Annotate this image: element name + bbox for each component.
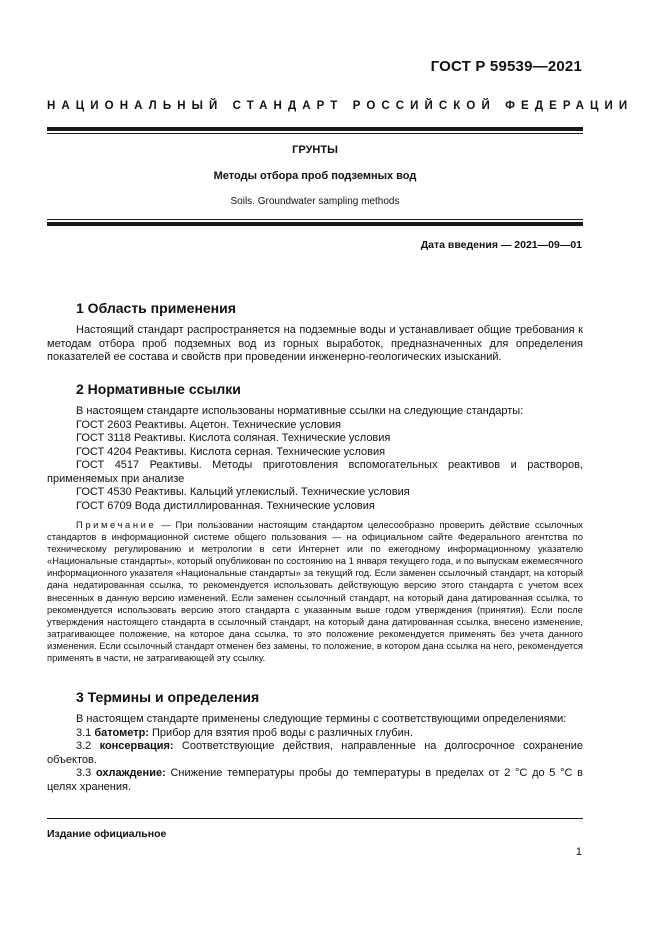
bottom-thin-rule — [47, 219, 583, 220]
term-number: 3.1 — [76, 726, 95, 739]
reference-item: ГОСТ 4204 Реактивы. Кислота серная. Технические условия — [76, 445, 386, 458]
note-text: — При пользовании настоящим стандартом целесообразно проверить действие ссылочных стандартов в информационной системе общего пользования — на официальном сайте Федерального агентства по техническому регулированию и метрологии в сети Интернет или по ежегодному информационному указателю «Национальные стандарты», который опубликован по состоянию на 1 января текущего года, и по выпускам ежемесячного информационного указателя «Национальные стандарты» за текущий год. Если заменен ссылочный стандарт, на который дана недатированная ссылка, то рекомендуется использовать действующую версию этого стандарта с учетом всех внесенных в данную версию изменений. Если заменен ссылочный стандарт, на который дана датированная ссылка, то рекомендуется использовать версию этого стандарта с указанным выше годом утверждения (принятия). Если после утверждения настоящего стандарта в ссылочный стандарт, на который дана датированная ссылка, внесено изменение, затрагивающее положение, на которое дана ссылка, то это положение рекомендуется применять без учета данного изменения. Если ссылочный стандарт отменен без замены, то положение, в котором дана ссылка на него, рекомендуется применять в части, не затрагивающей эту ссылку. — [47, 519, 583, 664]
reference-item: ГОСТ 6709 Вода дистиллированная. Технические условия — [76, 499, 375, 512]
term-text: Соответствующие действия, направленные на долгосрочное сохранение объектов. — [47, 740, 583, 766]
edition-label: Издание официальное — [47, 828, 167, 840]
bottom-thick-rule — [47, 222, 583, 226]
note-label: Примечание — [76, 519, 157, 530]
title-main: ГРУНТЫ — [292, 144, 338, 156]
section-2-intro: В настоящем стандарте использованы нормативные ссылки на следующие стандарты: — [76, 405, 524, 417]
section-3-intro: В настоящем стандарте применены следующие термины с соответствующими определениями: — [76, 713, 567, 725]
term-number: 3.2 — [76, 740, 100, 752]
section-3-body — [47, 713, 583, 794]
term-definition — [47, 767, 583, 794]
footer-rule — [47, 818, 583, 819]
title-subtitle: Методы отбора проб подземных вод — [213, 170, 417, 182]
term-text: Прибор для взятия проб воды с различных глубин. — [148, 726, 413, 739]
section-3-heading: 3 Термины и определения — [76, 689, 260, 705]
term-name: консервация: — [99, 740, 174, 752]
national-standard-heading: НАЦИОНАЛЬНЫЙ СТАНДАРТ РОССИЙСКОЙ ФЕДЕРАЦИИ — [47, 100, 634, 112]
reference-item: ГОСТ 3118 Реактивы. Кислота соляная. Технические условия — [76, 432, 391, 444]
date-of-introduction: Дата введения — 2021—09—01 — [420, 239, 582, 251]
term-name: батометр: — [94, 726, 149, 739]
section-2-heading: 2 Нормативные ссылки — [76, 381, 241, 397]
section-1-body — [47, 324, 583, 365]
section-2-note — [47, 519, 583, 664]
page-number: 1 — [575, 846, 582, 858]
reference-item: ГОСТ 2603 Реактивы. Ацетон. Технические условия — [76, 418, 341, 431]
term-definition — [47, 740, 583, 767]
reference-item: ГОСТ 4517 Реактивы. Методы приготовления вспомогательных реактивов и растворов, применяемых при анализе — [47, 459, 583, 485]
section-2-body — [47, 405, 583, 513]
term-name: охлаждение: — [95, 767, 166, 779]
term-number: 3.3 — [76, 767, 96, 779]
title-english: Soils. Groundwater sampling methods — [230, 196, 400, 207]
term-definition — [47, 727, 583, 741]
reference-item: ГОСТ 4530 Реактивы. Кальций углекислый. Технические условия — [76, 486, 410, 498]
top-thin-rule — [47, 133, 583, 134]
gost-number: ГОСТ Р 59539—2021 — [430, 58, 582, 75]
section-1-paragraph: Настоящий стандарт распространяется на подземные воды и устанавливает общие требования к методам отбора проб подземных вод из горных выработок, предназначенных для определения показателей ее состава и свойств при проведении инженерно-геологических изысканий. — [47, 324, 583, 363]
section-1-heading: 1 Область применения — [76, 300, 236, 316]
term-text: Снижение температуры пробы до температуры в пределах от 2 °C до 5 °C в целях хранения. — [47, 767, 583, 793]
top-thick-rule — [47, 127, 583, 131]
